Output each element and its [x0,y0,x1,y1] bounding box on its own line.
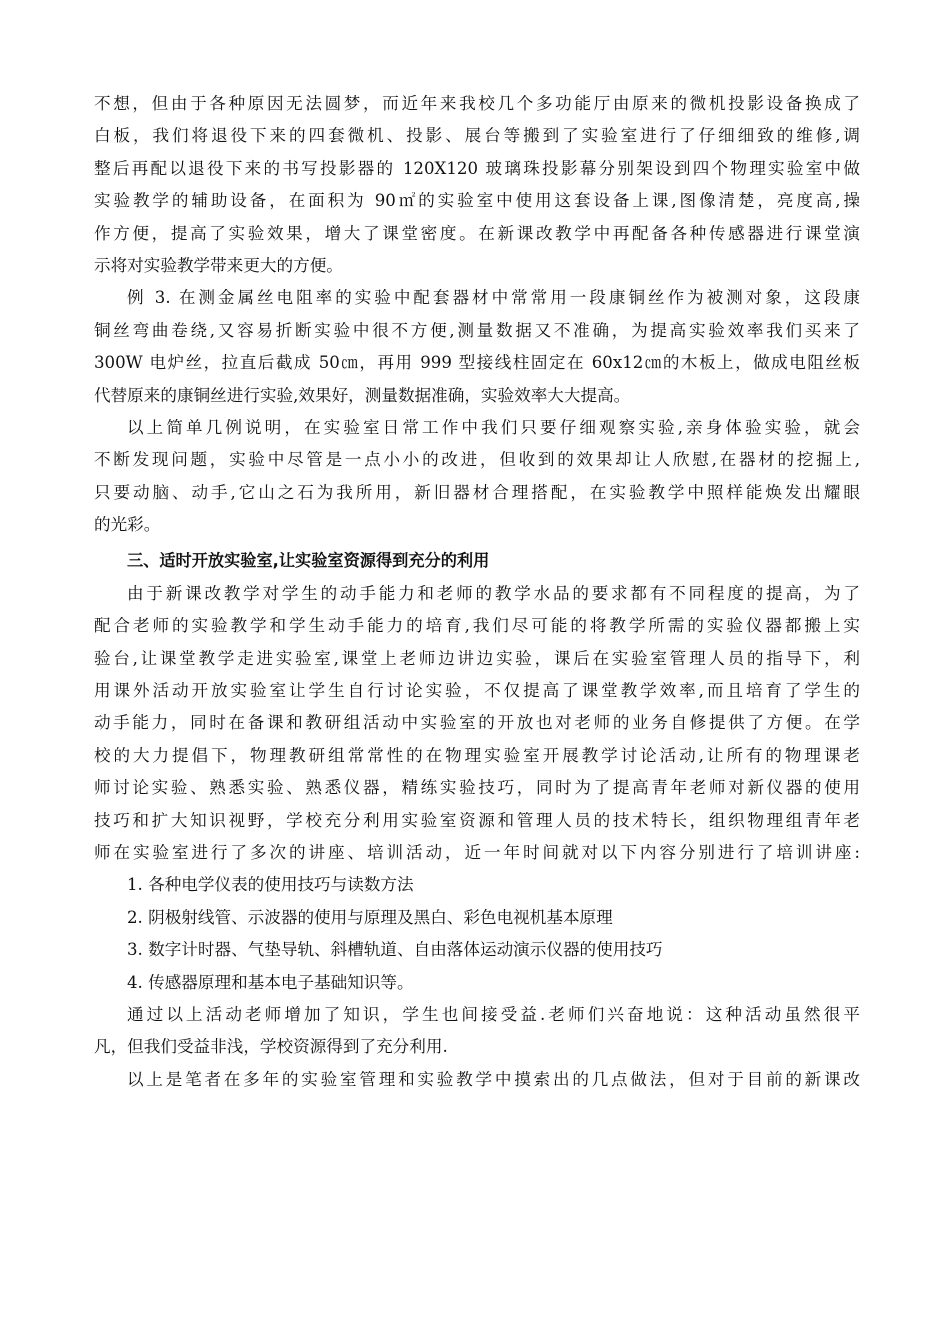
list-item: 3. 数字计时器、气垫导轨、斜槽轨道、自由落体运动演示仪器的使用技巧 [127,940,663,960]
body-text-line: 整后再配以退役下来的书写投影器的 120X120 玻璃珠投影幕分别架设到四个物理实验室中做 [94,158,860,178]
list-item: 4. 传感器原理和基本电子基础知识等。 [127,972,414,992]
body-text-line: 不想，但由于各种原因无法圆梦，而近年来我校几个多功能厅由原来的微机投影设备换成了 [94,94,860,113]
body-text-line: 配合老师的实验教学和学生动手能力的培育,我们尽可能的将教学所需的实验仪器都搬上实 [94,616,860,636]
body-text-line: 的光彩。 [94,515,161,535]
body-text-line: 白板，我们将退役下来的四套微机、投影、展台等搬到了实验室进行了仔细细致的维修,调 [94,126,860,146]
list-item: 2. 阴极射线管、示波器的使用与原理及黑白、彩色电视机基本原理 [127,907,613,927]
body-text-line: 师讨论实验、熟悉实验、熟悉仪器，精练实验技巧，同时为了提高青年老师对新仪器的使用 [94,778,860,798]
body-text-line: 作方便，提高了实验效果，增大了课堂密度。在新课改教学中再配备各种传感器进行课堂演 [94,223,860,243]
body-text-line: 通过以上活动老师增加了知识，学生也间接受益.老师们兴奋地说：这种活动虽然很平 [127,1004,860,1024]
body-text-line: 示将对实验教学带来更大的方便。 [94,255,343,275]
section-heading: 三、适时开放实验室,让实验室资源得到充分的利用 [127,551,490,571]
body-text-line: 技巧和扩大知识视野，学校充分利用实验室资源和管理人员的技术特长，组织物理组青年老 [94,810,860,830]
body-text-line: 校的大力提倡下，物理教研组常常性的在物理实验室开展教学讨论活动,让所有的物理课老 [94,745,860,765]
body-text-line: 动手能力，同时在备课和教研组活动中实验室的开放也对老师的业务自修提供了方便。在学 [94,713,860,733]
body-text-line: 验台,让课堂教学走进实验室,课堂上老师边讲边实验，课后在实验室管理人员的指导下，利 [94,648,860,668]
body-text-line: 铜丝弯曲卷绕,又容易折断实验中很不方便,测量数据又不准确，为提高实验效率我们买来了 [94,320,860,340]
document-page [94,88,860,1096]
body-text-line: 300W 电炉丝，拉直后截成 50㎝，再用 999 型接线柱固定在 60x12㎝的木板上，做成电阻丝板 [94,353,860,373]
body-text-line: 以上简单几例说明，在实验室日常工作中我们只要仔细观察实验,亲身体验实验，就会 [127,417,860,437]
body-text-line: 代替原来的康铜丝进行实验,效果好，测量数据准确，实验效率大大提高。 [94,385,631,405]
body-text-line: 由于新课改教学对学生的动手能力和老师的教学水品的要求都有不同程度的提高，为了 [127,583,860,603]
body-text-line: 以上是笔者在多年的实验室管理和实验教学中摸索出的几点做法，但对于目前的新课改 [127,1069,860,1089]
body-text-line: 用课外活动开放实验室让学生自行讨论实验，不仅提高了课堂教学效率,而且培育了学生的 [94,681,860,701]
body-text-line: 只要动脑、动手,它山之石为我所用，新旧器材合理搭配，在实验教学中照样能焕发出耀眼 [94,482,860,502]
body-text-line: 凡，但我们受益非浅，学校资源得到了充分利用. [94,1037,448,1057]
body-text-line: 师在实验室进行了多次的讲座、培训活动，近一年时间就对以下内容分别进行了培训讲座: [94,842,860,862]
example-3-line: 例 3. 在测金属丝电阻率的实验中配套器材中常常用一段康铜丝作为被测对象，这段康 [127,288,860,308]
body-text-line: 实验教学的辅助设备，在面积为 90㎡的实验室中使用这套设备上课,图像清楚，亮度高,操 [94,191,860,211]
body-text-line: 不断发现问题，实验中尽管是一点小小的改进，但收到的效果却让人欣慰,在器材的挖掘上, [94,450,860,470]
list-item: 1. 各种电学仪表的使用技巧与读数方法 [127,875,414,895]
